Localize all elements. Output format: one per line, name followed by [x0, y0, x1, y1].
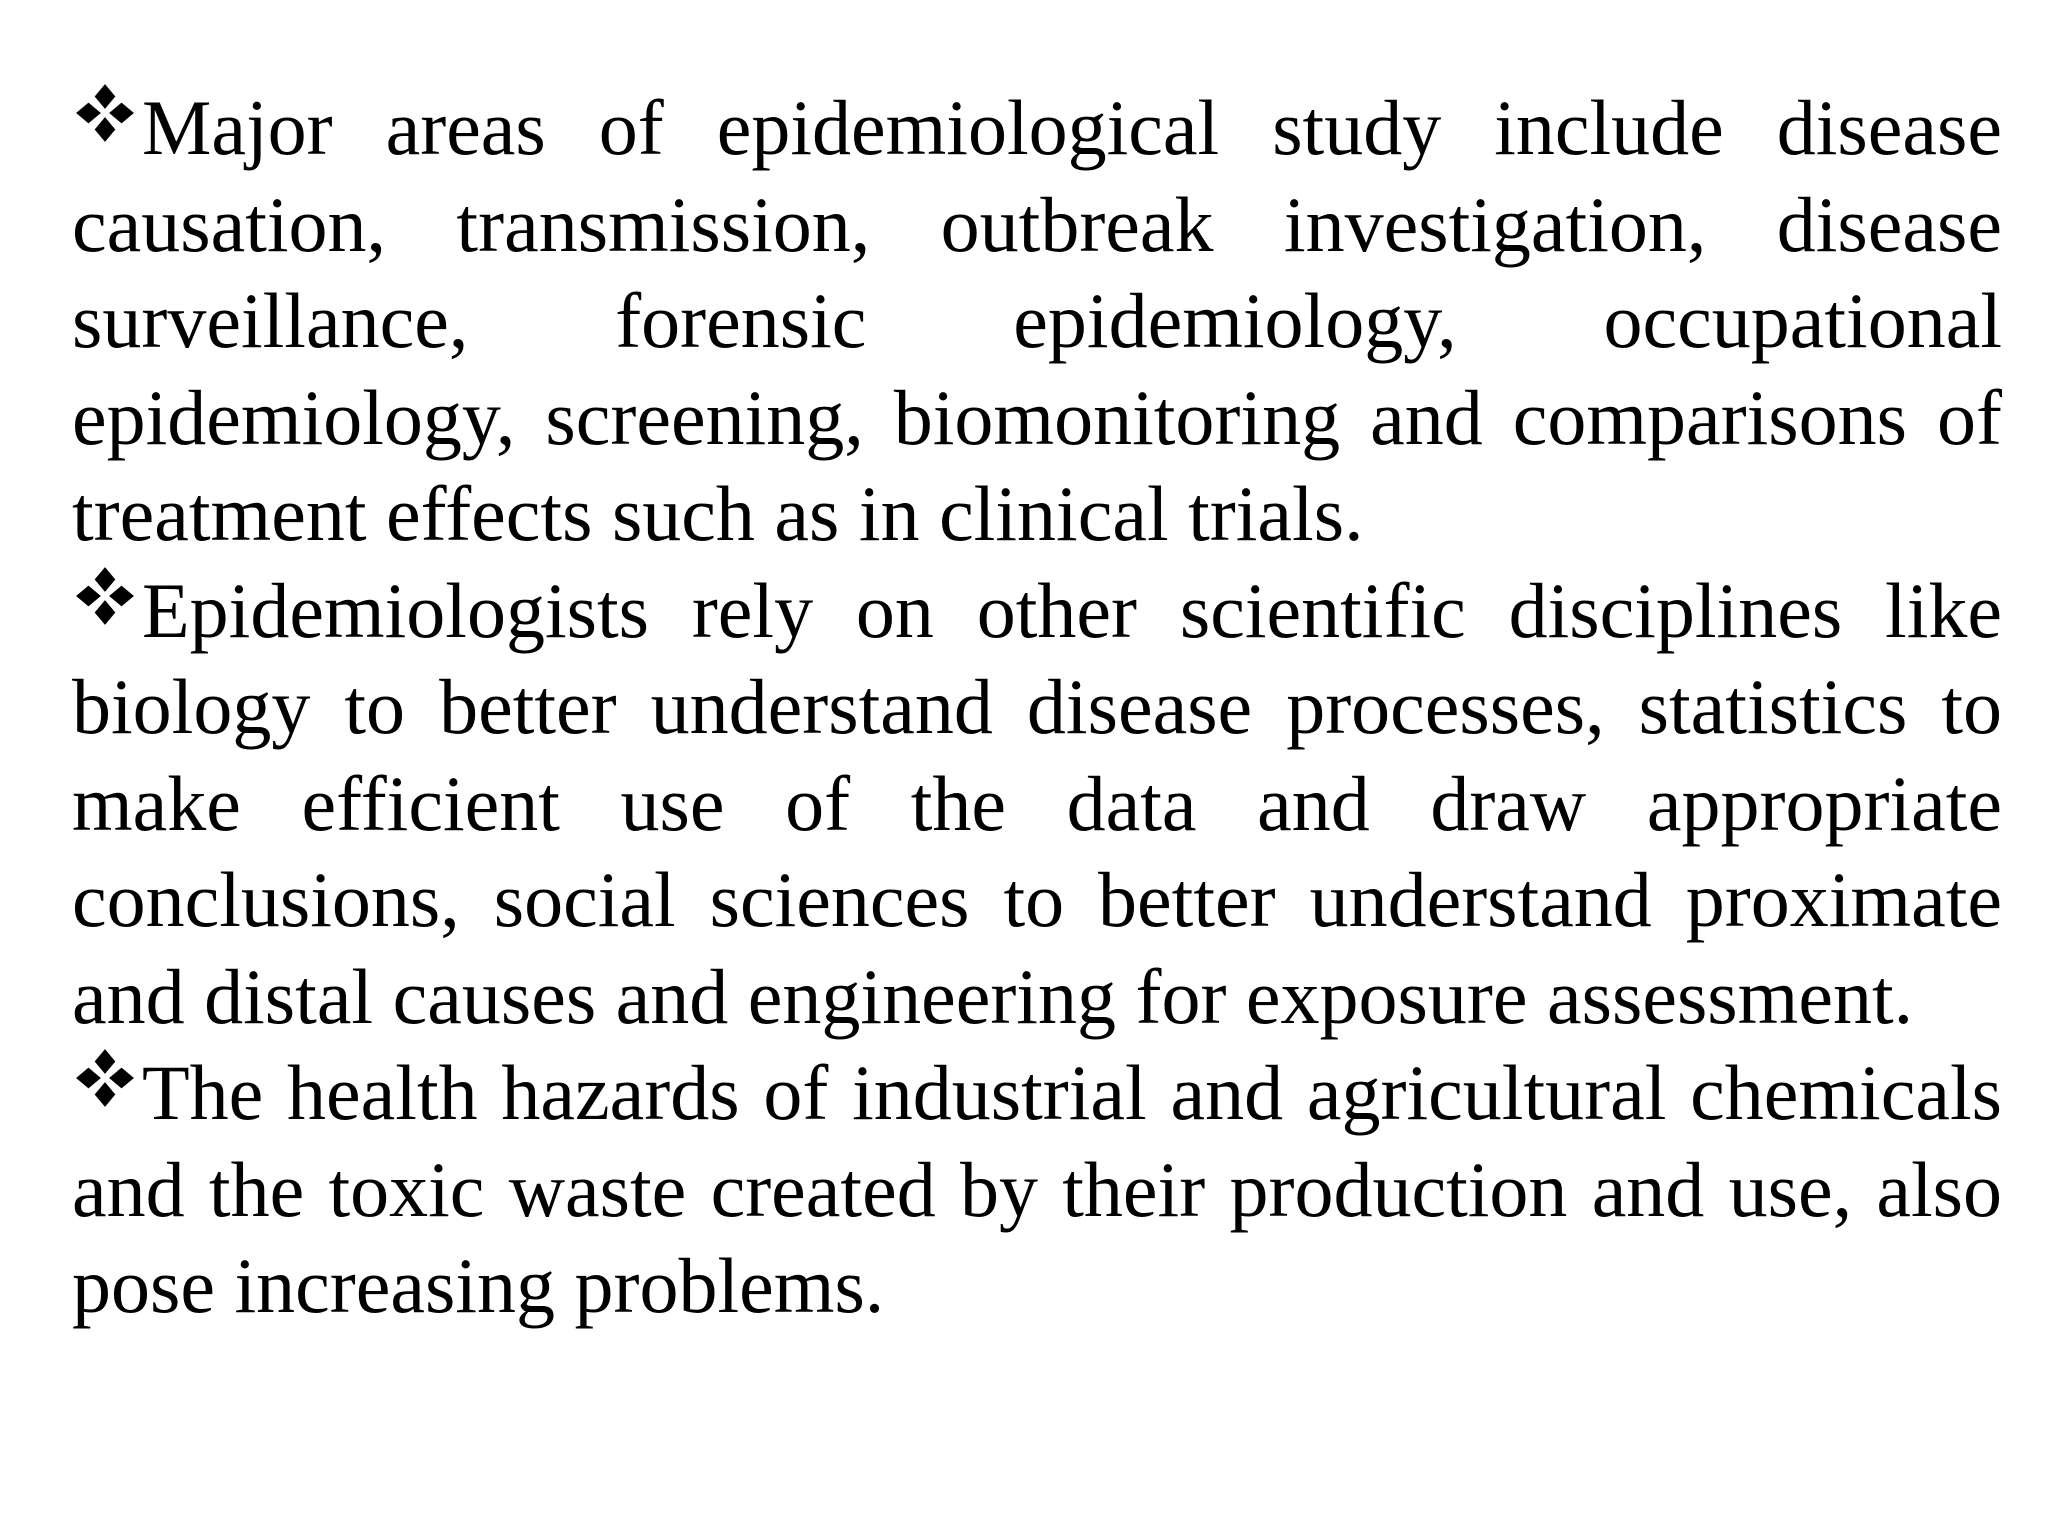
bullet-list [72, 80, 2002, 1335]
bullet-item-1 [72, 80, 2002, 563]
bullet-text-1: Major areas of epidemiological study include disease causation, transmission, outbreak investigation, disease surveillance, forensic epidemiology, occupational epidemiology, screening, biomonitoring and comparisons of treatment effects such as in clinical trials. [72, 84, 2002, 557]
bullet-text-2: Epidemiologists rely on other scientific disciplines like biology to better understand disease processes, statistics to make efficient use of the data and draw appropriate conclusions, social sciences to better understand proximate and distal causes and engineering for exposure assessment. [72, 566, 2002, 1040]
bullet-text-3: The health hazards of industrial and agricultural chemicals and the toxic waste created by their production and use, also pose increasing problems. [72, 1049, 2002, 1329]
four-diamond-bullet-icon [72, 1047, 142, 1117]
bullet-item-2 [72, 563, 2002, 1046]
bullet-item-3 [72, 1045, 2002, 1335]
four-diamond-bullet-icon [72, 565, 142, 635]
four-diamond-bullet-icon [72, 82, 142, 152]
